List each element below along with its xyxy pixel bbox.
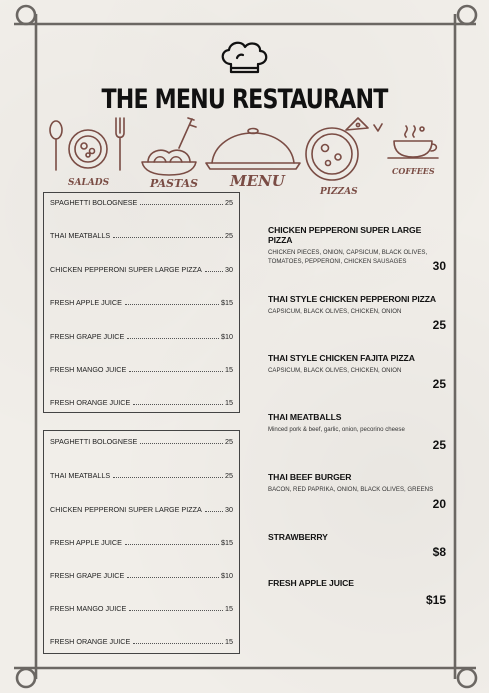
featured-item-title: THAI MEATBALLS: [268, 412, 342, 422]
item-name: FRESH APPLE JUICE: [50, 298, 122, 307]
list-item: [50, 571, 233, 580]
item-price: 25: [225, 437, 233, 446]
list-item: [50, 265, 233, 274]
featured-item-title: THAI BEEF BURGER: [268, 472, 352, 482]
item-price: 25: [225, 198, 233, 207]
item-price: $10: [221, 332, 233, 341]
featured-item-title: FRESH APPLE JUICE: [268, 578, 354, 588]
featured-item: [268, 532, 446, 562]
item-name: FRESH MANGO JUICE: [50, 365, 127, 374]
featured-item: [268, 353, 446, 393]
featured-item: [268, 412, 446, 452]
list-item: [50, 298, 233, 307]
chef-hat-icon: [218, 38, 270, 78]
category-pizzas: PIZZAS: [320, 187, 358, 197]
item-price: 25: [225, 231, 233, 240]
list-item: [50, 538, 233, 547]
item-price: $15: [221, 538, 233, 547]
serving-dome-icon: [206, 129, 300, 170]
featured-item-description: Minced pork & beef, garlic, onion, pecorino cheese: [268, 426, 405, 433]
item-price: $10: [221, 571, 233, 580]
list-item: [50, 398, 233, 407]
item-name: CHICKEN PEPPERONI SUPER LARGE PIZZA: [50, 505, 202, 514]
list-item: [50, 437, 233, 446]
list-item: [50, 365, 233, 374]
featured-item-title: CHICKEN PEPPERONI SUPER LARGE PIZZA: [268, 225, 422, 245]
category-menu: MENU: [230, 172, 285, 190]
item-price: 30: [225, 265, 233, 274]
featured-item-price: 25: [432, 438, 446, 452]
featured-item-price: 25: [432, 377, 446, 391]
list-item: [50, 604, 233, 613]
list-item: [50, 198, 233, 207]
item-price: 15: [225, 637, 233, 646]
featured-item: [268, 294, 446, 334]
pizza-icon: [306, 118, 382, 180]
item-price: 15: [225, 604, 233, 613]
featured-item-description: CHICKEN PIECES, ONION, CAPSICUM, BLACK OLIVES, TOMATOES, PEPPERONI, CHICKEN SAUSAGES: [268, 249, 428, 265]
list-item: [50, 231, 233, 240]
item-price: $15: [221, 298, 233, 307]
pasta-icon: [142, 118, 196, 175]
menu-list-top: [43, 192, 240, 413]
coffee-icon: [388, 126, 438, 158]
item-name: CHICKEN PEPPERONI SUPER LARGE PIZZA: [50, 265, 202, 274]
item-name: FRESH GRAPE JUICE: [50, 332, 125, 341]
featured-item-price: $8: [432, 545, 446, 559]
item-name: THAI MEATBALLS: [50, 471, 111, 480]
featured-item-description: CAPSICUM, BLACK OLIVES, CHICKEN, ONION: [268, 308, 402, 315]
featured-item-description: CAPSICUM, BLACK OLIVES, CHICKEN, ONION: [268, 367, 402, 374]
item-name: THAI MEATBALLS: [50, 231, 111, 240]
featured-item-price: 20: [432, 497, 446, 511]
item-price: 15: [225, 398, 233, 407]
salad-icon: [50, 118, 124, 170]
featured-item: [268, 578, 446, 608]
list-item: [50, 471, 233, 480]
item-name: FRESH ORANGE JUICE: [50, 398, 131, 407]
featured-item-price: $15: [425, 593, 446, 607]
featured-item-price: 25: [432, 318, 446, 332]
featured-item: [268, 225, 446, 275]
item-name: FRESH MANGO JUICE: [50, 604, 127, 613]
item-price: 15: [225, 365, 233, 374]
featured-item: [268, 472, 446, 512]
featured-item-description: BACON, RED PAPRIKA, ONION, BLACK OLIVES, GREENS: [268, 486, 434, 493]
item-name: SPAGHETTI BOLOGNESE: [50, 437, 138, 446]
featured-item-title: THAI STYLE CHICKEN FAJITA PIZZA: [268, 353, 415, 363]
item-name: FRESH APPLE JUICE: [50, 538, 122, 547]
list-item: [50, 637, 233, 646]
category-pastas: PASTAS: [150, 177, 199, 190]
item-name: FRESH GRAPE JUICE: [50, 571, 125, 580]
featured-item-title: STRAWBERRY: [268, 532, 328, 542]
restaurant-title: THE MENU RESTAURANT: [101, 84, 388, 115]
list-item: [50, 505, 233, 514]
item-price: 25: [225, 471, 233, 480]
menu-list-bottom: [43, 430, 240, 654]
list-item: [50, 332, 233, 341]
item-name: FRESH ORANGE JUICE: [50, 637, 131, 646]
item-name: SPAGHETTI BOLOGNESE: [50, 198, 138, 207]
category-coffees: COFFEES: [392, 166, 435, 176]
category-icon-row: [44, 115, 444, 200]
featured-item-price: 30: [432, 259, 446, 273]
featured-item-title: THAI STYLE CHICKEN PEPPERONI PIZZA: [268, 294, 437, 304]
category-salads: SALADS: [68, 178, 110, 188]
item-price: 30: [225, 505, 233, 514]
